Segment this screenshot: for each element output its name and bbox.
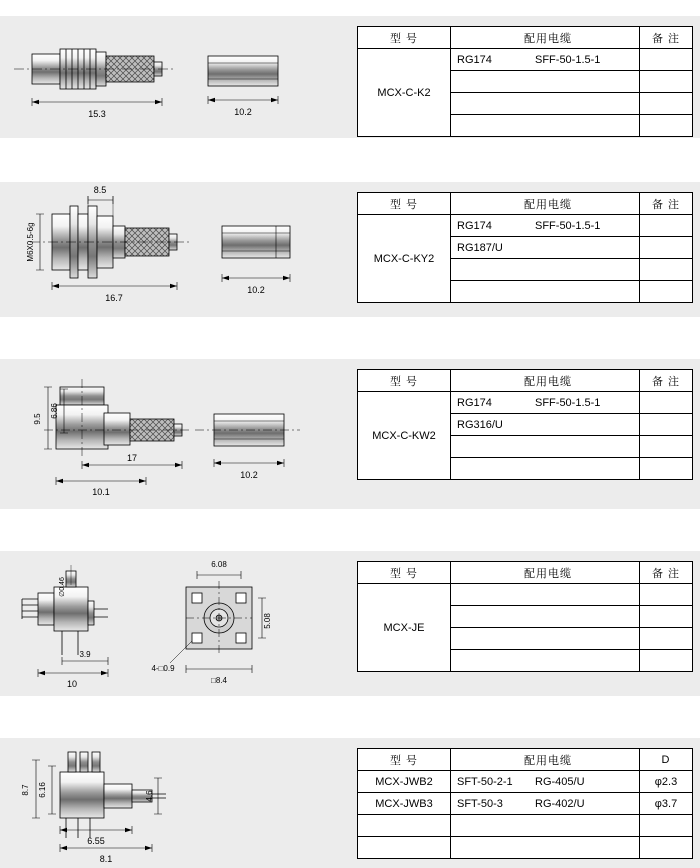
cell-model xyxy=(358,837,451,859)
cell-cable: RG316/U xyxy=(451,414,640,436)
dim-label: 5.08 xyxy=(263,613,272,629)
header-model: 型 号 xyxy=(358,27,451,49)
cell-note xyxy=(640,281,693,303)
cable-right: SFF-50-1.5-1 xyxy=(535,396,601,409)
cell-cable xyxy=(451,259,640,281)
cable-left: SFT-50-2-1 xyxy=(457,775,513,788)
dim-label: 3.9 xyxy=(79,650,91,659)
header-note: 备 注 xyxy=(640,562,693,584)
dim-label: 15.3 xyxy=(88,109,106,119)
cell-note xyxy=(640,49,693,71)
dim-label: 6.16 xyxy=(38,782,47,798)
cell-cable xyxy=(451,628,640,650)
header-note: 备 注 xyxy=(640,370,693,392)
cell-cable xyxy=(451,215,640,237)
cell-note xyxy=(640,584,693,606)
header-cable: 配用电缆 xyxy=(451,749,640,771)
cell-cable xyxy=(451,584,640,606)
dim-label: 10.2 xyxy=(247,285,265,295)
row-spacer xyxy=(0,509,700,551)
row-mcx-c-ky2 xyxy=(0,182,700,317)
header-cable: 配用电缆 xyxy=(451,27,640,49)
cell-cable xyxy=(451,49,640,71)
cell-cable xyxy=(451,650,640,672)
row-spacer xyxy=(0,696,700,738)
header-d: D xyxy=(640,749,693,771)
header-model: 型 号 xyxy=(358,370,451,392)
cell-note xyxy=(640,414,693,436)
spec-table-mcx-c-k2 xyxy=(357,26,693,137)
header-note: 备 注 xyxy=(640,193,693,215)
row-mcx-c-kw2 xyxy=(0,359,700,509)
dim-label: 6.55 xyxy=(87,836,105,846)
dim-label: 10.1 xyxy=(92,487,110,497)
dim-label: 4-□0.9 xyxy=(151,664,175,673)
cell-cable xyxy=(451,281,640,303)
spec-table-mcx-je xyxy=(357,561,693,672)
dim-label: ∅0.46 xyxy=(59,577,66,597)
header-cable: 配用电缆 xyxy=(451,193,640,215)
cell-cable xyxy=(451,606,640,628)
header-model: 型 号 xyxy=(358,749,451,771)
cell-cable xyxy=(451,115,640,137)
cell-note xyxy=(640,392,693,414)
cell-cable xyxy=(451,71,640,93)
spec-table-mcx-c-kw2 xyxy=(357,369,693,480)
cell-d: φ2.3 xyxy=(640,771,693,793)
cell-cable xyxy=(451,815,640,837)
dim-label: 10 xyxy=(66,679,78,689)
cell-cable xyxy=(451,771,640,793)
cell-model: MCX-C-K2 xyxy=(358,49,451,137)
cable-left: RG174 xyxy=(457,219,492,232)
cell-model: MCX-C-KW2 xyxy=(358,392,451,480)
header-cable: 配用电缆 xyxy=(451,370,640,392)
dim-label: 9.5 xyxy=(33,413,42,425)
dim-label: 6.86 xyxy=(50,403,59,419)
cell-note xyxy=(640,215,693,237)
row-spacer xyxy=(0,138,700,182)
cell-note xyxy=(640,93,693,115)
cell-note xyxy=(640,259,693,281)
cell-cable xyxy=(451,458,640,480)
dim-label: 8.5 xyxy=(93,185,107,195)
cable-right: SFF-50-1.5-1 xyxy=(535,219,601,232)
row-mcx-je xyxy=(0,551,700,696)
cable-left: RG174 xyxy=(457,396,492,409)
thread-label: M6X0.5-6g xyxy=(26,222,35,262)
cable-right: RG-405/U xyxy=(535,775,585,788)
dim-label: 10.2 xyxy=(240,470,258,480)
cell-note xyxy=(640,650,693,672)
dim-label: 17 xyxy=(126,453,138,463)
dim-label: 16.7 xyxy=(105,293,123,303)
dim-label: 6.08 xyxy=(211,560,227,569)
cell-model: MCX-JE xyxy=(358,584,451,672)
cable-right: RG-402/U xyxy=(535,797,585,810)
header-note: 备 注 xyxy=(640,27,693,49)
header-model: 型 号 xyxy=(358,193,451,215)
cell-cable xyxy=(451,93,640,115)
cable-right: SFF-50-1.5-1 xyxy=(535,53,601,66)
cell-note xyxy=(640,606,693,628)
dim-label: 4.6 xyxy=(145,790,154,802)
spec-table-mcx-c-ky2 xyxy=(357,192,693,303)
cell-model: MCX-JWB2 xyxy=(358,771,451,793)
cell-model: MCX-JWB3 xyxy=(358,793,451,815)
row-spacer xyxy=(0,317,700,359)
cell-cable xyxy=(451,436,640,458)
row-mcx-jwb xyxy=(0,738,700,868)
cell-cable xyxy=(451,392,640,414)
dim-label: □8.4 xyxy=(211,676,227,685)
cell-note xyxy=(640,115,693,137)
dim-label: 10.2 xyxy=(234,107,252,117)
top-spacer xyxy=(0,0,700,16)
cell-note xyxy=(640,436,693,458)
cell-note xyxy=(640,458,693,480)
dim-label: 8.7 xyxy=(21,784,30,796)
cell-cable: RG187/U xyxy=(451,237,640,259)
cell-d xyxy=(640,837,693,859)
cell-d xyxy=(640,815,693,837)
cell-model xyxy=(358,815,451,837)
header-model: 型 号 xyxy=(358,562,451,584)
cell-model: MCX-C-KY2 xyxy=(358,215,451,303)
header-cable: 配用电缆 xyxy=(451,562,640,584)
cell-note xyxy=(640,628,693,650)
cable-left: SFT-50-3 xyxy=(457,797,503,810)
cell-cable xyxy=(451,837,640,859)
cell-d: φ3.7 xyxy=(640,793,693,815)
dim-label: 8.1 xyxy=(99,854,113,864)
cell-note xyxy=(640,71,693,93)
row-mcx-c-k2 xyxy=(0,16,700,138)
cell-note xyxy=(640,237,693,259)
cable-left: RG174 xyxy=(457,53,492,66)
